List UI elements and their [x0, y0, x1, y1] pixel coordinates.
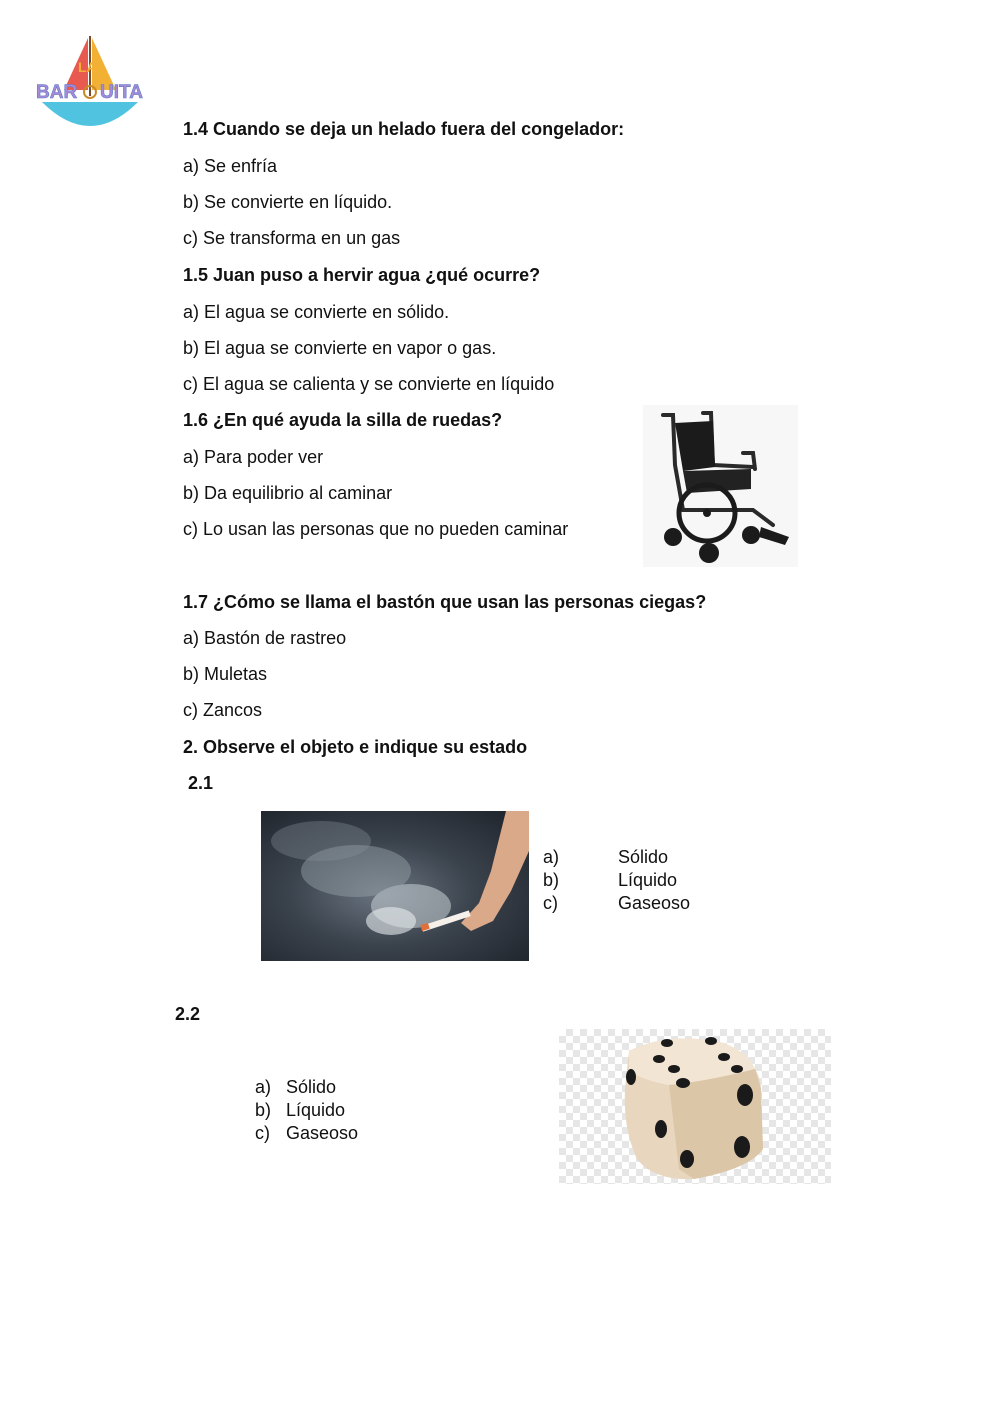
answer-option[interactable]: Sólido [618, 847, 669, 867]
logo-sea-shape [42, 102, 138, 126]
answer-letter: a) [255, 1077, 272, 1097]
answer-letter: c) [543, 893, 558, 913]
answer-option[interactable]: a) Se enfría [183, 156, 278, 176]
answer-option[interactable]: c) Lo usan las personas que no pueden caminar [183, 519, 569, 539]
answer-option[interactable]: Gaseoso [618, 893, 691, 913]
question-title: 1.4 Cuando se deja un helado fuera del congelador: [183, 119, 625, 139]
answer-option[interactable]: Gaseoso [286, 1123, 359, 1143]
answer-option[interactable]: c) El agua se calienta y se convierte en líquido [183, 374, 555, 394]
item-label: 2.1 [188, 773, 214, 793]
question-title: 1.7 ¿Cómo se llama el bastón que usan las personas ciegas? [183, 592, 707, 612]
answer-option[interactable]: b) Se convierte en líquido. [183, 192, 393, 212]
la-barquita-logo [30, 30, 150, 140]
answer-option[interactable]: b) Da equilibrio al caminar [183, 483, 393, 503]
answer-option[interactable]: b) El agua se convierte en vapor o gas. [183, 338, 497, 358]
svg-text:LA: LA [78, 59, 97, 75]
answer-option[interactable]: Líquido [286, 1100, 346, 1120]
answer-option[interactable]: a) Para poder ver [183, 447, 324, 467]
answer-option[interactable]: c) Zancos [183, 700, 263, 720]
question-title: 1.5 Juan puso a hervir agua ¿qué ocurre? [183, 265, 541, 285]
answer-letter: a) [543, 847, 560, 867]
answer-option[interactable]: b) Muletas [183, 664, 268, 684]
item-label: 2.2 [175, 1004, 201, 1024]
question-title: 1.6 ¿En qué ayuda la silla de ruedas? [183, 410, 503, 430]
svg-text:BAR: BAR [36, 82, 78, 103]
answer-letter: b) [255, 1100, 272, 1120]
wheelchair-image [643, 405, 798, 567]
answer-letter: b) [543, 870, 560, 890]
answer-option[interactable]: a) Bastón de rastreo [183, 628, 347, 648]
cigarette-smoke-image [261, 811, 529, 961]
answer-option[interactable]: a) El agua se convierte en sólido. [183, 302, 450, 322]
answer-option[interactable]: Líquido [618, 870, 678, 890]
answer-letter: c) [255, 1123, 270, 1143]
dice-image [559, 1029, 831, 1184]
section-title: 2. Observe el objeto e indique su estado [183, 737, 528, 757]
answer-option[interactable]: Sólido [286, 1077, 337, 1097]
svg-text:UITA: UITA [100, 82, 143, 103]
answer-option[interactable]: c) Se transforma en un gas [183, 228, 401, 248]
